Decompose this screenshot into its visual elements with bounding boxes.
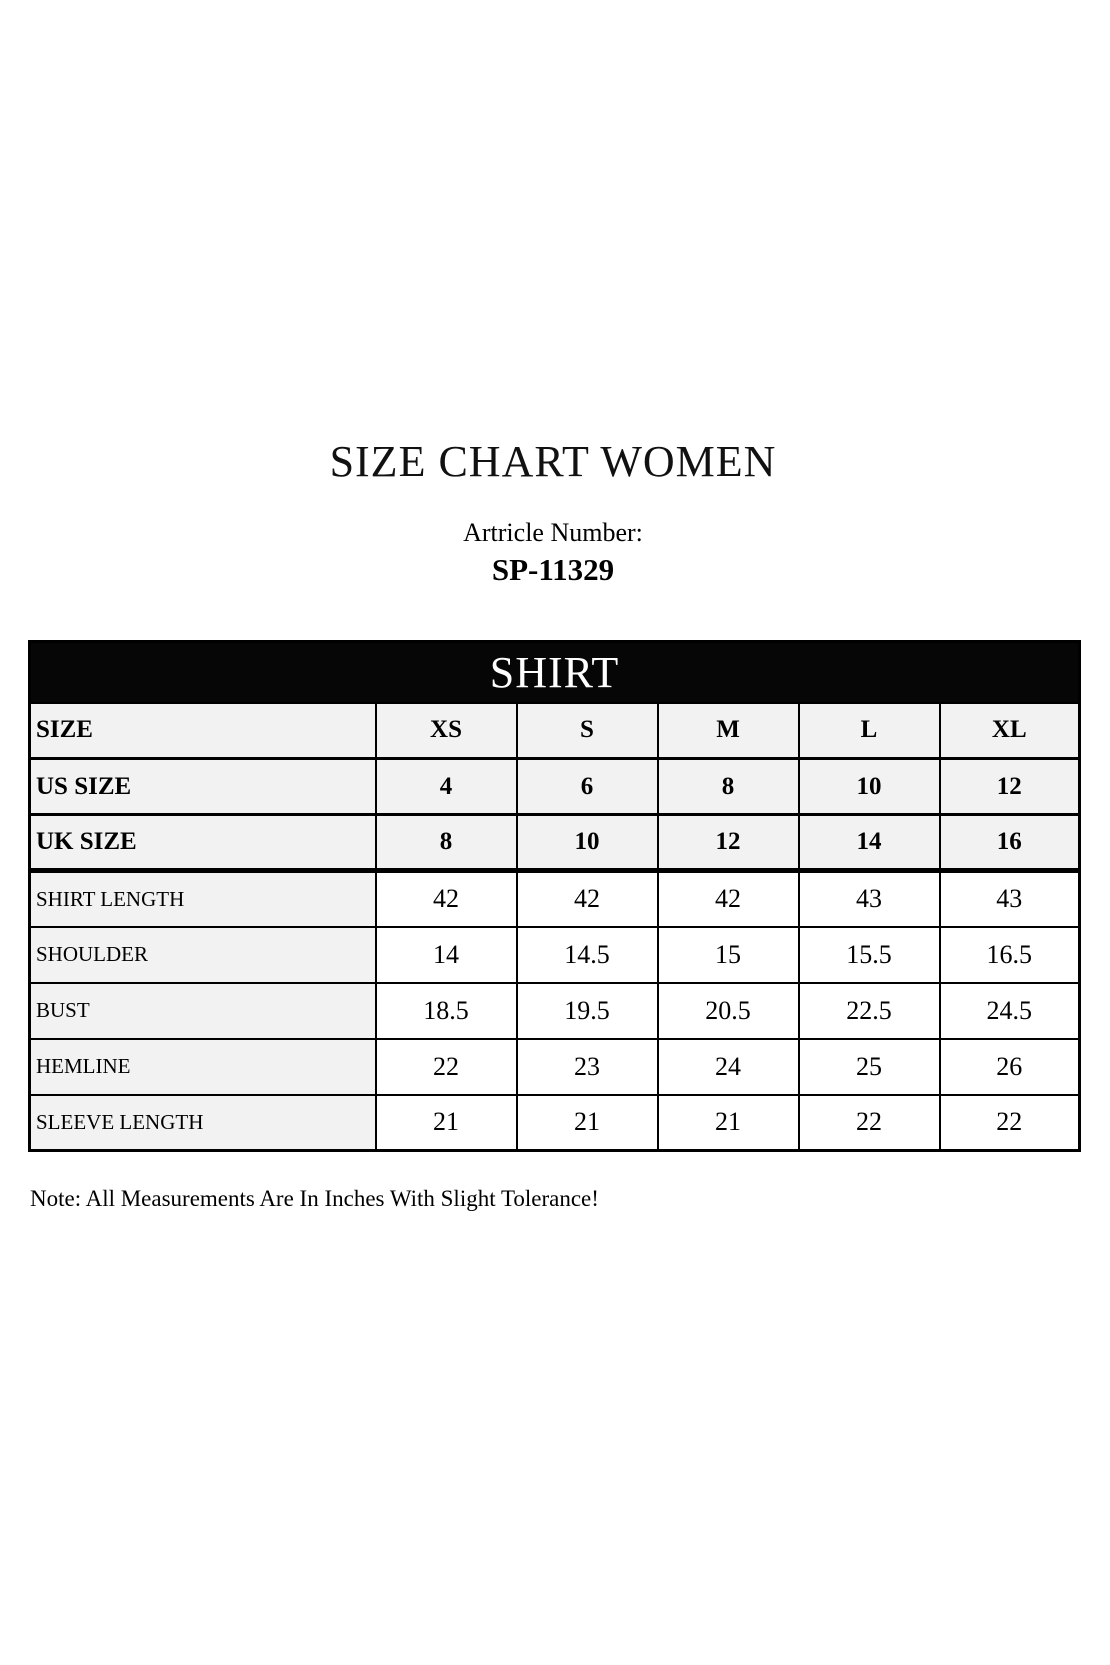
measurement-value: 14: [376, 927, 517, 983]
size-value: 8: [376, 815, 517, 871]
table-banner-row: [30, 642, 1080, 703]
measurements-note: Note: All Measurements Are In Inches With Slight Tolerance!: [30, 1186, 599, 1211]
size-value: 12: [658, 815, 799, 871]
row-label: US SIZE: [30, 759, 376, 815]
table-row-uk-size: [30, 815, 1080, 871]
measurement-value: 42: [376, 871, 517, 927]
row-label: BUST: [30, 983, 376, 1039]
size-value: S: [517, 703, 658, 759]
measurement-value: 26: [940, 1039, 1080, 1095]
row-label: SHOULDER: [30, 927, 376, 983]
size-value: 12: [940, 759, 1080, 815]
size-chart-table: [28, 640, 1081, 1152]
measurement-value: 15: [658, 927, 799, 983]
table-row-shoulder: [30, 927, 1080, 983]
article-number-value: SP-11329: [491, 552, 615, 587]
row-label: SLEEVE LENGTH: [30, 1095, 376, 1151]
measurement-value: 22: [799, 1095, 940, 1151]
measurement-value: 22: [376, 1039, 517, 1095]
size-value: 6: [517, 759, 658, 815]
measurement-value: 23: [517, 1039, 658, 1095]
measurement-value: 21: [376, 1095, 517, 1151]
measurement-value: 14.5: [517, 927, 658, 983]
table-row-sleeve-length: [30, 1095, 1080, 1151]
row-label: HEMLINE: [30, 1039, 376, 1095]
table-row-bust: [30, 983, 1080, 1039]
measurement-value: 25: [799, 1039, 940, 1095]
table-banner-title: SHIRT: [30, 642, 1080, 703]
size-value: 10: [517, 815, 658, 871]
measurement-value: 43: [940, 871, 1080, 927]
size-value: XS: [376, 703, 517, 759]
size-value: 4: [376, 759, 517, 815]
size-value: 16: [940, 815, 1080, 871]
row-label: SIZE: [30, 703, 376, 759]
size-value: 8: [658, 759, 799, 815]
measurement-value: 22: [940, 1095, 1080, 1151]
size-value: M: [658, 703, 799, 759]
row-label: SHIRT LENGTH: [30, 871, 376, 927]
measurement-value: 21: [658, 1095, 799, 1151]
size-value: 14: [799, 815, 940, 871]
size-value: XL: [940, 703, 1080, 759]
measurement-value: 43: [799, 871, 940, 927]
table-row-shirt-length: [30, 871, 1080, 927]
article-number-label: Artricle Number:: [463, 518, 643, 547]
table-row-size: [30, 703, 1080, 759]
measurement-value: 16.5: [940, 927, 1080, 983]
page-title: SIZE CHART WOMEN: [329, 437, 777, 486]
measurement-value: 42: [658, 871, 799, 927]
measurement-value: 22.5: [799, 983, 940, 1039]
measurement-value: 19.5: [517, 983, 658, 1039]
table-row-us-size: [30, 759, 1080, 815]
measurement-value: 15.5: [799, 927, 940, 983]
measurement-value: 18.5: [376, 983, 517, 1039]
size-value: 10: [799, 759, 940, 815]
row-label: UK SIZE: [30, 815, 376, 871]
size-value: L: [799, 703, 940, 759]
measurement-value: 24.5: [940, 983, 1080, 1039]
measurement-value: 21: [517, 1095, 658, 1151]
measurement-value: 24: [658, 1039, 799, 1095]
measurement-value: 20.5: [658, 983, 799, 1039]
measurement-value: 42: [517, 871, 658, 927]
table-row-hemline: [30, 1039, 1080, 1095]
